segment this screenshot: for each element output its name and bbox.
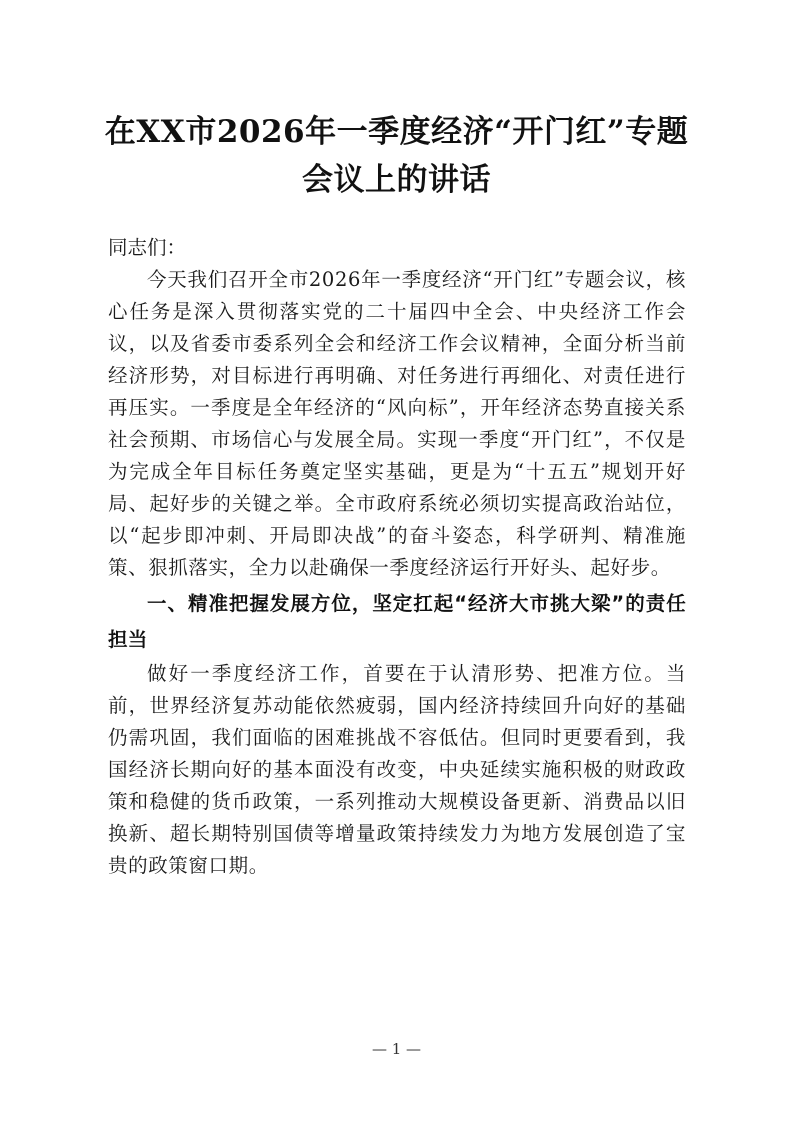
page-number: — 1 — xyxy=(371,1040,422,1058)
document-title: 在XX市2026年一季度经济“开门红”专题会议上的讲话 xyxy=(104,114,689,198)
document-body xyxy=(108,232,686,882)
section-heading-1: 一、精准把握发展方位，坚定扛起“经济大市挑大梁”的责任担当 xyxy=(108,592,686,651)
body-paragraph-intro: 今天我们召开全市2026年一季度经济“开门红”专题会议，核心任务是深入贯彻落实党的二十届四中全会、中央经济工作会议，以及省委市委系列全会和经济工作会议精神，全面分析当前经济形势，对目标进行再明确、对任务进行再细化、对责任进行再压实。一季度是全年经济的“风向标”，开年经济态势直接关系社会预期、市场信心与发展全局。实现一季度“开门红”，不仅是为完成全年目标任务奠定坚实基础，更是为“十五五”规划开好局、起好步的关键之举。全市政府系统必须切实提高政治站位，以“起步即冲刺、开局即决战”的奋斗姿态，科学研判、精准施策、狠抓落实，全力以赴确保一季度经济运行开好头、起好步。 xyxy=(108,268,686,579)
salutation: 同志们： xyxy=(108,236,187,259)
body-paragraph-situation: 做好一季度经济工作，首要在于认清形势、把准方位。当前，世界经济复苏动能依然疲弱，国内经济持续回升向好的基础仍需巩固，我们面临的困难挑战不容低估。但同时更要看到，我国经济长期向好的基本面没有改变，中央延续实施积极的财政政策和稳健的货币政策，一系列推动大规模设备更新、消费品以旧换新、超长期特别国债等增量政策持续发力为地方发展创造了宝贵的政策窗口期。 xyxy=(108,662,686,877)
